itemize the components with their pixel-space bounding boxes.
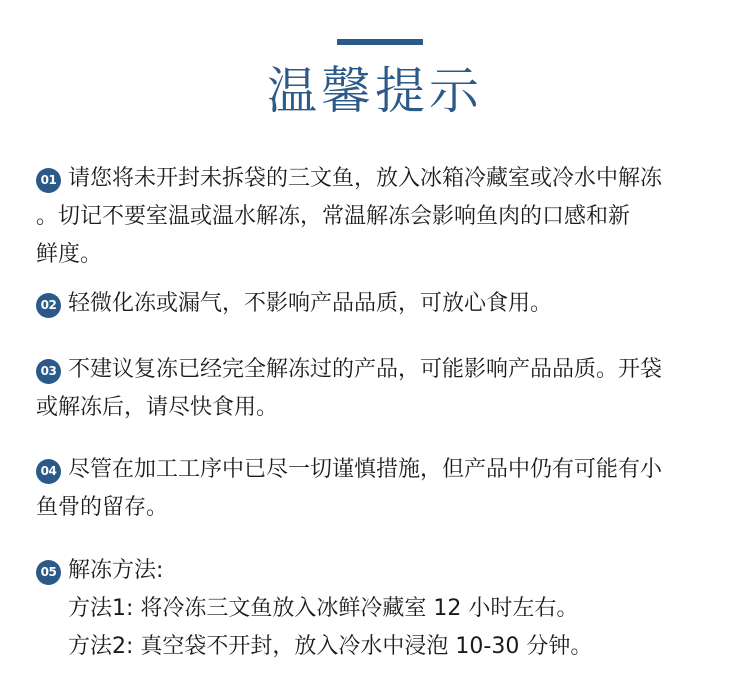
tip-item-3 [36,351,716,427]
title-decoration-bar [337,39,423,45]
tip-text-line: 不建议复冻已经完全解冻过的产品，可能影响产品品质。开袋 [68,357,663,382]
number-badge: 01 [36,168,61,193]
tip-item-1 [36,160,716,274]
method-line: 方法2: 真空袋不开封，放入冷水中浸泡 10-30 分钟。 [68,634,593,659]
tip-item-5 [36,552,716,666]
tip-text-line: 或解冻后，请尽快食用。 [36,395,279,420]
method-line: 方法1: 将冷冻三文鱼放入冰鲜冷藏室 12 小时左右。 [68,596,579,621]
number-badge: 04 [36,459,61,484]
number-badge: 02 [36,293,61,318]
number-badge: 05 [36,560,61,585]
tip-text-line: 。切记不要室温或温水解冻，常温解冻会影响鱼肉的口感和新 [36,204,631,229]
tip-text-line: 鱼骨的留存。 [36,495,169,520]
tip-text-line: 鲜度。 [36,242,103,267]
tip-text-line: 轻微化冻或漏气，不影响产品品质，可放心食用。 [68,291,553,316]
tip-item-4 [36,451,716,527]
tip-text-line: 尽管在加工工序中已尽一切谨慎措施，但产品中仍有可能有小 [68,457,663,482]
number-badge: 03 [36,359,61,384]
tip-text-line: 请您将未开封未拆袋的三文鱼，放入冰箱冷藏室或冷水中解冻 [68,166,663,191]
tip-item-2 [36,285,716,323]
page-title: 温馨提示 [267,62,483,120]
tip-text-line: 解冻方法: [68,558,164,583]
